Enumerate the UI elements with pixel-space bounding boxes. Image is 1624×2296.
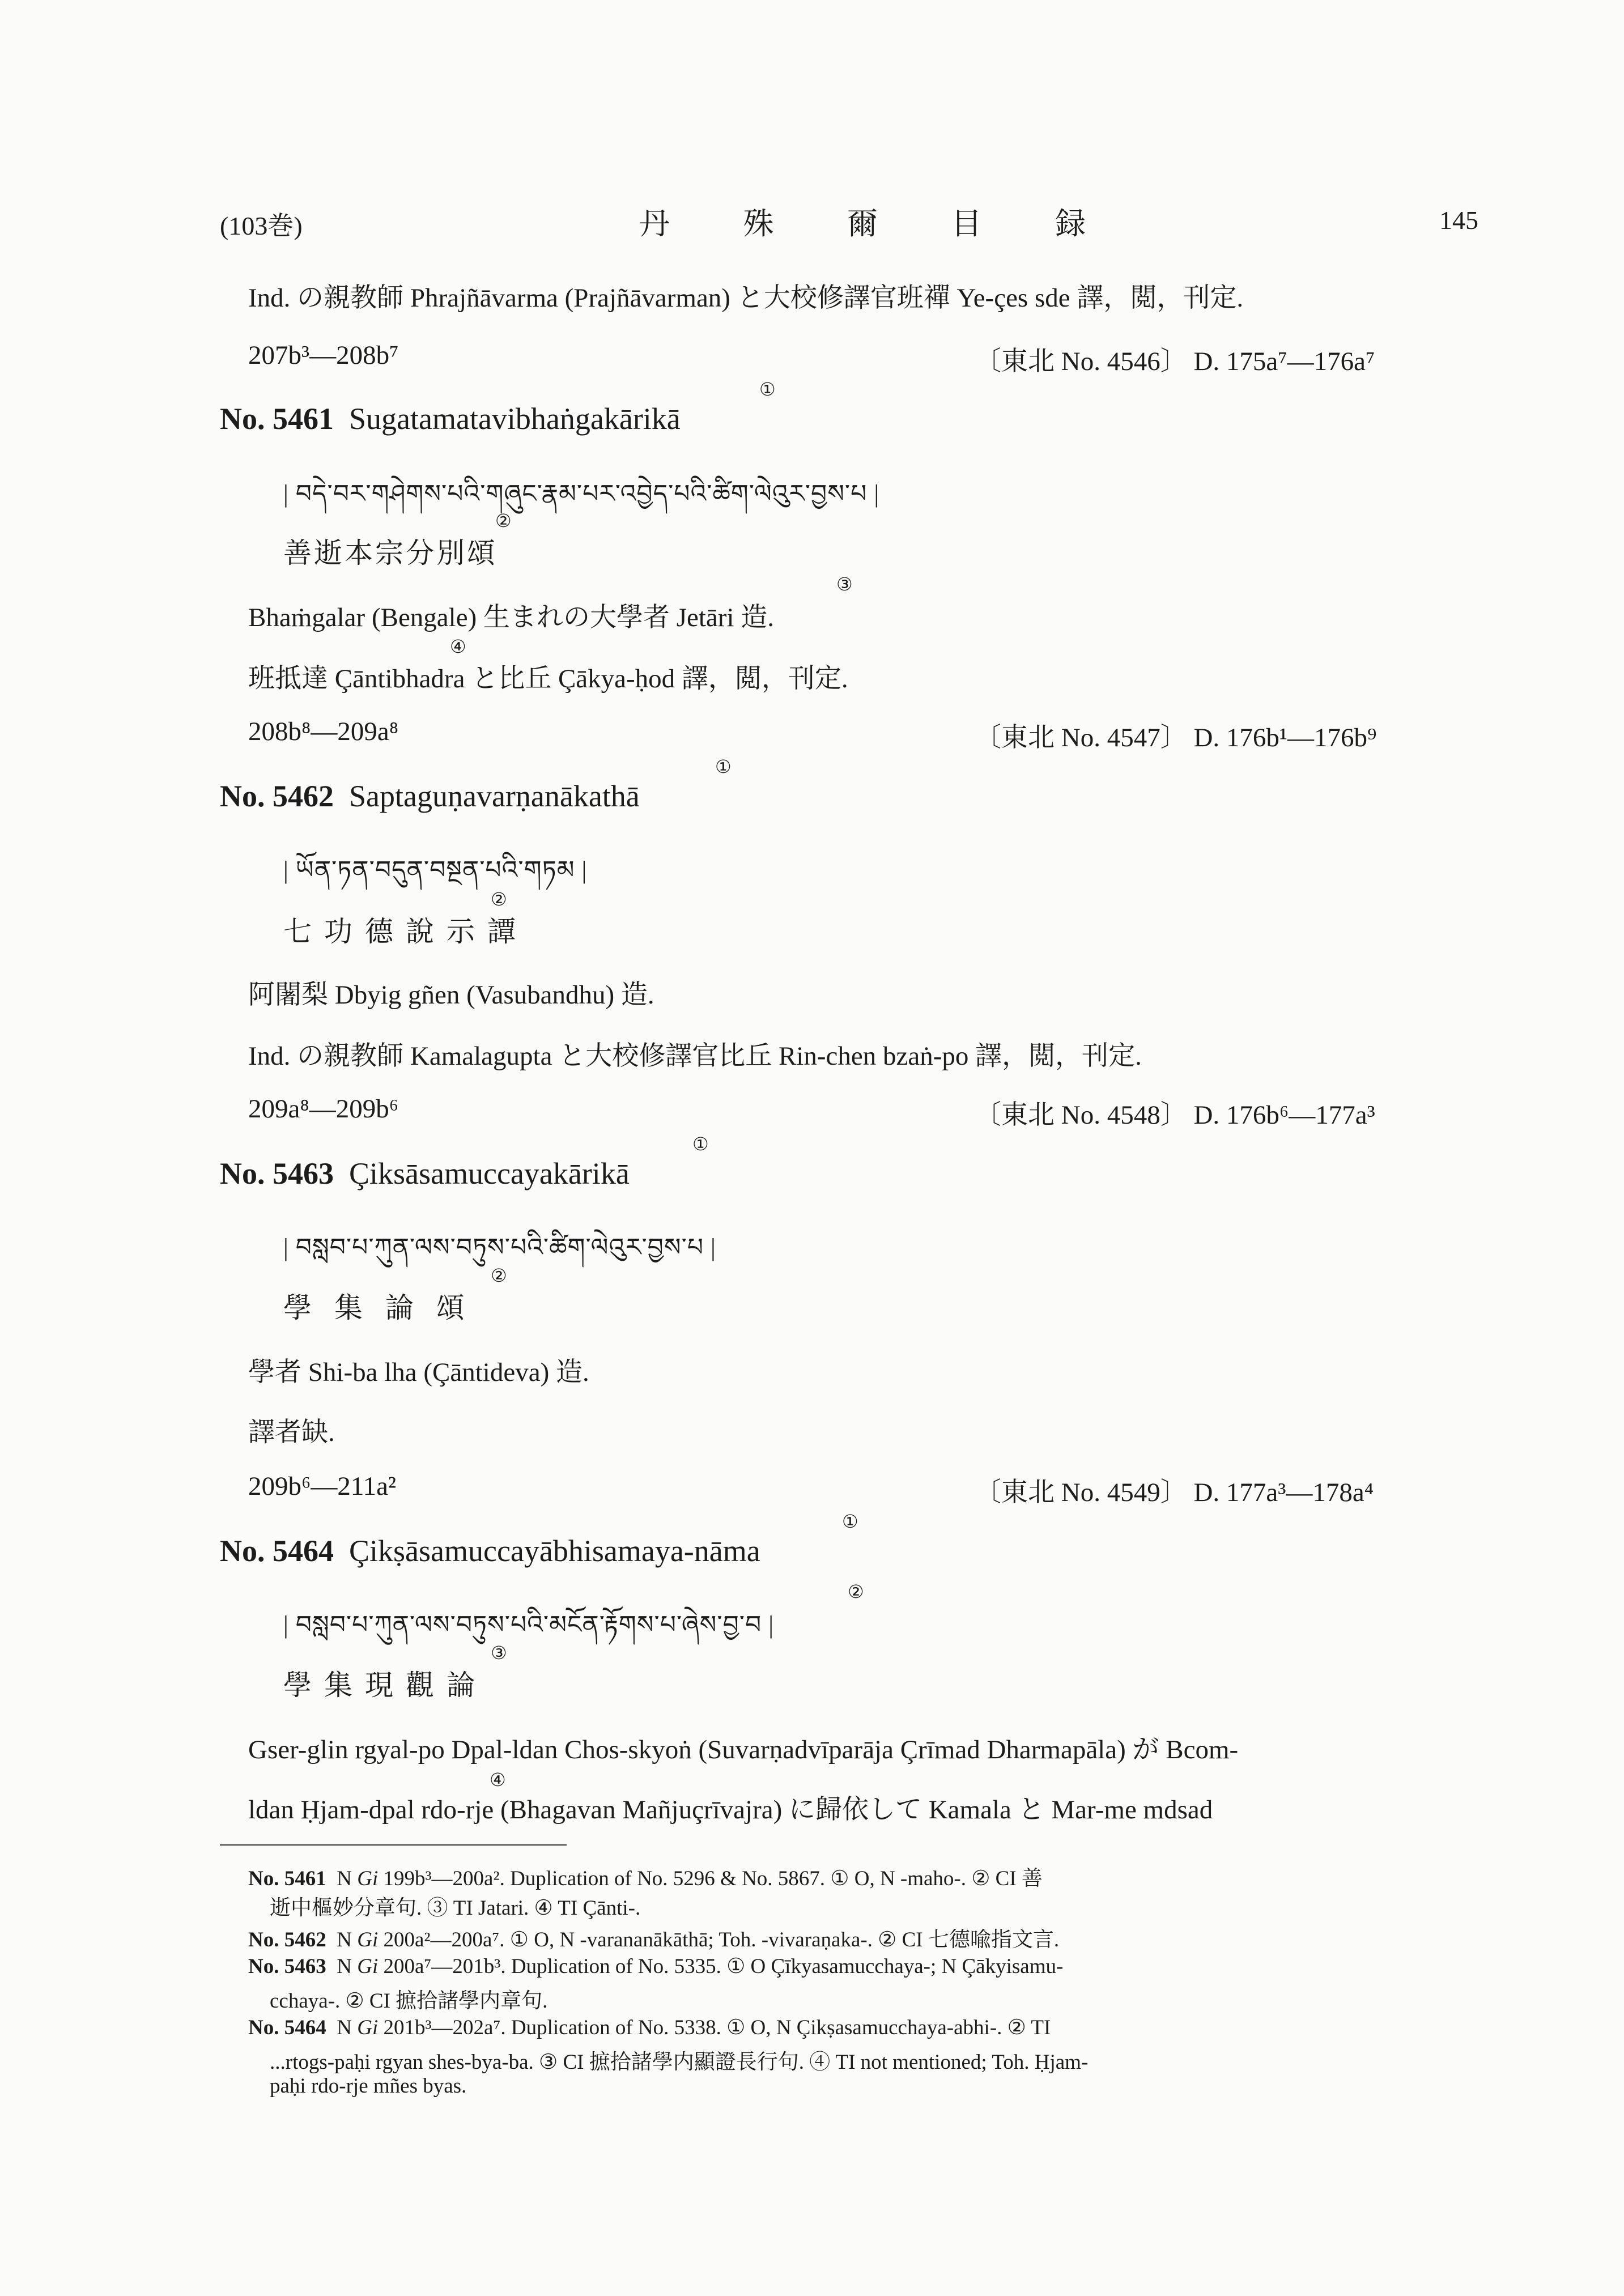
- author-line: 學者 Shi-ba lha (Çāntideva) 造.: [248, 1358, 589, 1387]
- tibetan-title: | ཡོན་ཏན་བདུན་བསྔན་པའི་གཏམ |: [283, 856, 588, 884]
- chinese-title: 學集論頌: [283, 1292, 487, 1324]
- footnote-vol: Gi: [357, 1955, 379, 1978]
- footnote-entry-number: No. 5462: [248, 1928, 326, 1951]
- note-mark: ②: [495, 511, 512, 531]
- footnote-ms: N: [337, 1928, 352, 1951]
- catalog-ref: 〔東北 No. 4547〕 D. 176b¹—176b⁹: [975, 723, 1377, 752]
- note-mark: ①: [692, 1134, 709, 1154]
- entry-title: Sugatamatavibhaṅgakārikā: [349, 402, 681, 436]
- chinese-title: 學集現觀論: [283, 1669, 487, 1701]
- entry-number: No. 5464: [220, 1534, 334, 1568]
- intro-translation-line: Ind. の親教師 Phrajñāvarma (Prajñāvarman) と大校修譯官班禪 Ye-çes sde 譯，閲，刊定.: [248, 283, 1244, 313]
- entry-5462-heading: [220, 779, 640, 814]
- intro-folio-ref: 207b³—208b⁷: [248, 341, 399, 370]
- page-title: 丹 殊 爾 目 録: [639, 207, 1119, 241]
- footnote-ms: N: [337, 1867, 352, 1890]
- entry-title: Saptaguṇavarṇanākathā: [349, 779, 640, 813]
- footnote-vol: Gi: [357, 1867, 379, 1890]
- note-mark: ②: [491, 889, 507, 909]
- footnote-5461: [248, 1861, 1043, 1891]
- tibetan-title: | བསླབ་པ་ཀུན་ལས་བཏུས་པའི་ཚིག་ལེའུར་བྱས་པ |: [283, 1234, 716, 1261]
- footnote-entry-number: No. 5464: [248, 2016, 326, 2039]
- footnote-separator: [220, 1844, 567, 1846]
- footnote-5463: [248, 1954, 1063, 1979]
- note-mark: ①: [759, 379, 776, 399]
- note-mark: ③: [836, 574, 853, 594]
- footnote-text: 200a⁷—201b³. Duplication of No. 5335. ① O Çīkyasamucchaya-; N Çākyisamu-: [383, 1955, 1064, 1978]
- entry-title: Çiksāsamuccayakārikā: [349, 1156, 630, 1190]
- note-mark: ①: [842, 1511, 858, 1532]
- footnote-5463-cont: cchaya-. ② CI 摭拾諸學内章句.: [270, 1989, 548, 2013]
- footnote-5461-cont: 逝中樞妙分章句. ③ TI Jatari. ④ TI Çānti-.: [270, 1897, 641, 1920]
- translator-line: 班抵達 Çāntibhadra と比丘 Çākya-ḥod 譯，閲，刊定.: [248, 664, 848, 694]
- footnote-5464-cont: ...rtogs-paḥi rgyan shes-bya-ba. ③ CI 摭拾諸學内顯證長行句. ④ TI not mentioned; Toh. Ḥjam-: [270, 2051, 1089, 2074]
- footnote-5464-cont2: paḥi rdo-rje mñes byas.: [270, 2074, 467, 2098]
- entry-number: No. 5463: [220, 1156, 334, 1190]
- tibetan-title: | བདེ་བར་གཤེགས་པའི་གཞུང་རྣམ་པར་འབྱེད་པའི་ཚིག་ལེའུར་བྱས་པ |: [283, 480, 880, 508]
- chinese-title: 七功德說示譚: [283, 916, 528, 947]
- note-mark: ④: [450, 636, 466, 657]
- footnote-vol: Gi: [357, 2016, 379, 2039]
- folio-ref: 209a⁸—209b⁶: [248, 1094, 399, 1124]
- footnote-text: 200a²—200a⁷. ① O, N -varananākāthā; Toh. -vivaraṇaka-. ② CI 七德喩指文言.: [383, 1928, 1060, 1951]
- intro-catalog-ref: 〔東北 No. 4546〕 D. 175a⁷—176a⁷: [975, 347, 1375, 376]
- footnote-ms: N: [337, 1955, 352, 1978]
- note-mark: ③: [491, 1643, 507, 1663]
- entry-number: No. 5461: [220, 402, 334, 436]
- footnote-ms: N: [337, 2016, 352, 2039]
- footnote-entry-number: No. 5463: [248, 1955, 326, 1978]
- author-line: Bhaṁgalar (Bengale) 生まれの大學者 Jetāri 造.: [248, 603, 775, 632]
- catalog-ref: 〔東北 No. 4548〕 D. 176b⁶—177a³: [975, 1100, 1375, 1130]
- chinese-title: 善逝本宗分別頌: [283, 537, 498, 569]
- patron-line-2: ldan Ḥjam-dpal rdo-rje (Bhagavan Mañjuçrīvajra) に歸依して Kamala と Mar-me mdsad: [248, 1795, 1213, 1825]
- folio-ref: 208b⁸—209a⁸: [248, 717, 399, 746]
- tibetan-title: | བསླབ་པ་ཀུན་ལས་བཏུས་པའི་མངོན་རྟོགས་པ་ཞེས་བྱ་བ |: [283, 1611, 775, 1639]
- footnote-entry-number: No. 5461: [248, 1867, 326, 1890]
- entry-number: No. 5462: [220, 779, 334, 813]
- volume-label: (103巻): [220, 211, 303, 240]
- page-number: 145: [1439, 206, 1478, 235]
- footnote-text: 199b³—200a². Duplication of No. 5296 & No. 5867. ① O, N -maho-. ② CI 善: [383, 1867, 1043, 1890]
- translator-line: Ind. の親教師 Kamalagupta と大校修譯官比丘 Rin-chen bzaṅ-po 譯，閲，刊定.: [248, 1041, 1142, 1071]
- entry-5463-heading: [220, 1156, 630, 1191]
- catalog-ref: 〔東北 No. 4549〕 D. 177a³—178a⁴: [975, 1478, 1374, 1507]
- footnote-vol: Gi: [357, 1928, 379, 1951]
- note-mark: ②: [848, 1581, 864, 1602]
- folio-ref: 209b⁶—211a²: [248, 1472, 397, 1501]
- entry-title: Çikṣāsamuccayābhisamaya-nāma: [349, 1534, 760, 1568]
- entry-5461-heading: [220, 401, 681, 436]
- footnote-5462: [248, 1922, 1059, 1953]
- note-mark: ④: [490, 1770, 506, 1790]
- footnote-5464: [248, 2015, 1051, 2040]
- footnote-text: 201b³—202a⁷. Duplication of No. 5338. ① O, N Çikṣasamucchaya-abhi-. ② TI: [383, 2016, 1051, 2039]
- author-line: 阿闍梨 Dbyig gñen (Vasubandhu) 造.: [248, 980, 654, 1010]
- note-mark: ②: [491, 1265, 507, 1286]
- note-mark: ①: [715, 756, 732, 777]
- patron-line-1: Gser-glin rgyal-po Dpal-ldan Chos-skyoṅ (Suvarṇadvīparāja Çrīmad Dharmapāla) が Bcom-: [248, 1735, 1239, 1764]
- translator-line: 譯者缺.: [248, 1418, 335, 1447]
- entry-5464-heading: [220, 1533, 760, 1568]
